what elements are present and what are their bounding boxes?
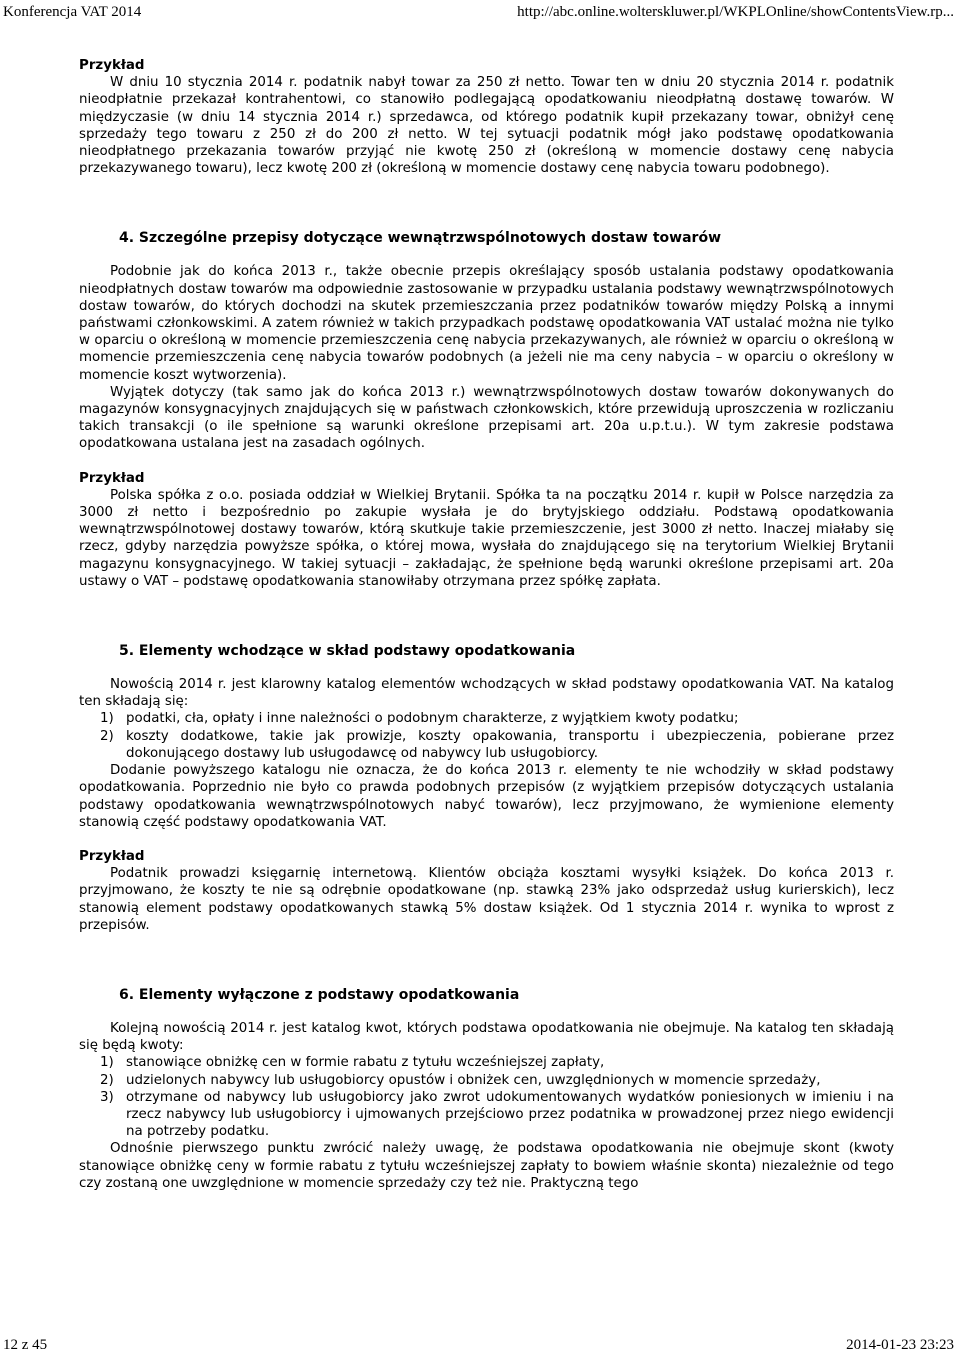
list-item-number: 2) [100, 1072, 114, 1088]
section-4-paragraph-2: Wyjątek dotyczy (tak samo jak do końca 2013 r.) wewnątrzwspólnotowych dostaw towarów dokonywanych do magazynów konsygnacyjnych znajdujących się w państwach członkowskich, które przewidują uproszczenia w rozliczaniu takich transakcji (o ile spełnione są warunki określone przepisami art. 20a u.p.t.u.). W tym zakresie podstawa opodatkowana ustalana jest na zasadach ogólnych. [79, 384, 894, 452]
print-timestamp: 2014-01-23 23:23 [846, 1337, 954, 1353]
section-5-heading: 5. Elementy wchodzące w skład podstawy opodatkowania [119, 643, 576, 660]
list-item [79, 710, 894, 727]
example-label: Przykład [79, 58, 145, 73]
example-3 [79, 848, 894, 934]
document-body [79, 57, 894, 1192]
browser-print-footer [0, 1337, 960, 1357]
example-label: Przykład [79, 470, 145, 486]
section-4-heading: 4. Szczególne przepisy dotyczące wewnątrzwspólnotowych dostaw towarów [119, 230, 722, 247]
example-text: Podatnik prowadzi księgarnię internetową. Klientów obciąża kosztami wysyłki książek. Do końca 2013 r. przyjmowano, że koszty te nie są odrębnie opodatkowane (np. stawką 23% jako odsprzedaż usług kurierskich), lecz stanowią element podstawy opodatkowanych stawką 5% dostaw książek. Od 1 stycznia 2014 r. wynika to wprost z przepisów. [79, 866, 894, 933]
page-header-url: http://abc.online.wolterskluwer.pl/WKPLOnline/showContentsView.rp... [517, 4, 954, 20]
page-counter: 12 z 45 [3, 1337, 48, 1353]
section-5-paragraph-2: Dodanie powyższego katalogu nie oznacza, że do końca 2013 r. elementy te nie wchodziły w skład podstawy opodatkowania. Poprzednio nie było co prawda podobnych przepisów (z wyjątkiem przepisów dotyczących ustalania podstawy opodatkowania wewnątrzwspólnotowych nabyć towarów), lecz przyjmowano, że wymienione elementy stanowią część podstawy opodatkowania VAT. [79, 763, 894, 830]
list-item-number: 2) [100, 728, 114, 744]
list-item-text: podatki, cła, opłaty i inne należności o podobnym charakterze, z wyjątkiem kwoty podatku; [126, 711, 739, 727]
list-item-text: udzielonych nabywcy lub usługobiorcy opustów i obniżek cen, uwzględnionych w momencie sprzedaży, [126, 1072, 821, 1088]
example-1 [79, 57, 894, 177]
example-text: W dniu 10 stycznia 2014 r. podatnik nabył towar za 250 zł netto. Towar ten w dniu 20 stycznia 2014 r. podatnik nieodpłatnie przekazał kontrahentowi, co stanowiło podlegającą opodatkowaniu nieodpłatną dostawę towarów. W międzyczasie (w dniu 14 stycznia 2014 r.) sprzedawca, od którego podatnik kupił przekazany towar, obniżył cenę sprzedaży tego towaru z 250 zł do 200 zł netto. W tej sytuacji podatnik mógł jako podstawę opodatkowania nieodpłatnego przekazania towarów przyjąć nie kwotę 250 zł (określoną w momencie dostawy cenę nabycia przekazywanego towaru), lecz kwotę 200 zł (określoną w momencie dostawy cenę nabycia towaru podobnego). [79, 75, 894, 177]
list-item [79, 1054, 894, 1071]
example-2 [79, 470, 894, 590]
list-item-number: 1) [100, 711, 114, 727]
list-item-number: 1) [100, 1055, 114, 1071]
section-4-paragraph-1: Podobnie jak do końca 2013 r., także obecnie przepis określający sposób ustalania podstawy opodatkowania nieodpłatnych dostaw towarów ma odpowiednie zastosowanie w przypadku ustalania podstawy wewnątrzwspólnotowych dostaw towarów, do których dochodzi na skutek przemieszczania przez podatników towarów między Polską a innymi państwami członkowskimi. A zatem również w takich przypadkach podstawę opodatkowania VAT ustalać można nie tylko w oparciu o określoną w momencie przemieszczenia cenę nabycia przekazywanych, ale również w oparciu o określoną w momencie przemieszczenia cenę nabycia towarów podobnych (a jeżeli nie ma ceny nabycia – w oparciu o określony w momencie koszt wytworzenia). [79, 264, 894, 383]
list-item [79, 1072, 894, 1089]
section-5-list [79, 710, 894, 762]
section-6-paragraph-1: Kolejną nowością 2014 r. jest katalog kwot, których podstawa opodatkowania nie obejmuje. Na katalog ten składają się będą kwoty: [79, 1020, 894, 1054]
example-text: Polska spółka z o.o. posiada oddział w Wielkiej Brytanii. Spółka ta na początku 2014 r. kupił w Polsce narzędzia za 3000 zł netto i bezpośrednio po zakupie wysłała je do brytyjskiego oddziału. Podstawą opodatkowania wewnątrzwspólnotowej dostawy towarów, którą skutkuje takie przemieszczenie, jest 3000 zł netto. Inaczej miałaby się rzecz, gdyby narzędzia powyższe spółka, o której mowa, wysłała do znajdującego się na terytorium Wielkiej Brytanii magazynu konsygnacyjnego. W takiej sytuacji – zakładając, że spełnione będą warunki określone przepisami art. 20a ustawy o VAT – podstawę opodatkowania stanowiłaby otrzymana przez spółkę zapłata. [79, 487, 894, 589]
list-item-number: 3) [100, 1089, 114, 1105]
section-6-paragraph-2: Odnośnie pierwszego punktu zwrócić należy uwagę, że podstawa opodatkowania nie obejmuje skont (kwoty stanowiące obniżkę ceny w formie rabatu z tytułu wcześniejszej zapłaty to bowiem właśnie skonta) niezależnie od tego czy zostaną one uwzględnione w momencie sprzedaży czy też nie. Praktyczną tego [79, 1141, 894, 1191]
list-item [79, 1089, 894, 1141]
list-item-text: stanowiące obniżkę cen w formie rabatu z tytułu wcześniejszej zapłaty, [126, 1055, 605, 1071]
example-label: Przykład [79, 848, 145, 864]
list-item-text: otrzymane od nabywcy lub usługobiorcy jako zwrot udokumentowanych wydatków poniesionych w imieniu i na rzecz nabywcy lub usługobiorcy i ujmowanych przejściowo przez podatnika w prowadzonej przez niego ewidencji na potrzeby podatku. [126, 1089, 894, 1140]
list-item-text: koszty dodatkowe, takie jak prowizje, koszty opakowania, transportu i ubezpieczenia, pobierane przez dokonującego dostawy lub usługodawcę od nabywcy lub usługobiorcy. [126, 728, 894, 761]
section-6-list [79, 1054, 894, 1140]
page-header-title: Konferencja VAT 2014 [3, 4, 142, 20]
section-6-heading: 6. Elementy wyłączone z podstawy opodatkowania [119, 986, 520, 1003]
list-item [79, 728, 894, 762]
browser-print-header [0, 4, 960, 24]
section-5-paragraph-1: Nowością 2014 r. jest klarowny katalog elementów wchodzących w skład podstawy opodatkowania VAT. Na katalog ten składają się: [79, 677, 894, 710]
